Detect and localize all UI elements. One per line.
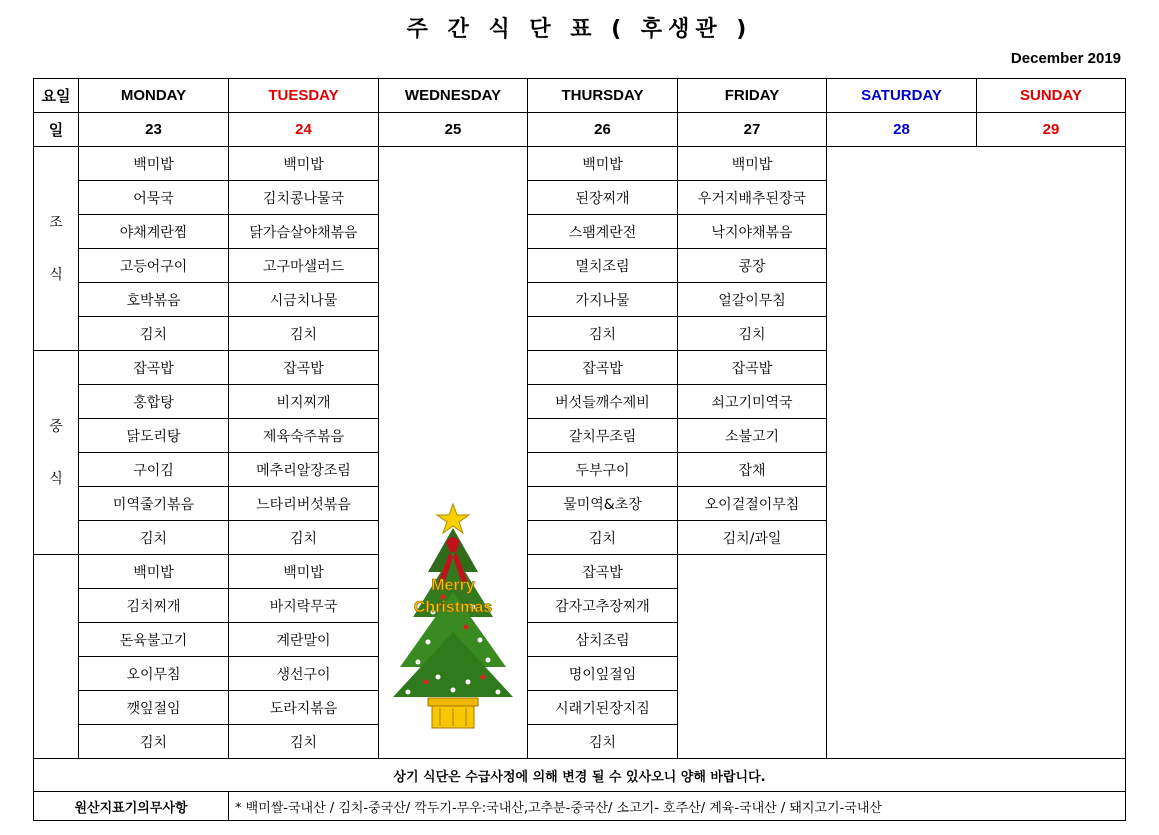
menu-cell: 닭가슴살야채볶음 [229, 215, 379, 249]
menu-cell: 김치찌개 [79, 589, 229, 623]
tree-text-christmas: Christmas [413, 599, 493, 616]
menu-cell: 백미밥 [229, 555, 379, 589]
menu-cell: 홍합탕 [79, 385, 229, 419]
menu-cell: 잡곡밥 [79, 351, 229, 385]
lunch-label: 중 식 [34, 351, 79, 555]
menu-cell: 잡곡밥 [528, 351, 678, 385]
tree-text-merry: Merry [431, 577, 475, 594]
menu-cell: 잡채 [678, 453, 827, 487]
menu-cell: 스팸계란전 [528, 215, 678, 249]
weekday-label: 요일 [34, 79, 79, 113]
header-thursday: THURSDAY [528, 79, 678, 113]
origin-label: 원산지표기의무사항 [34, 792, 229, 821]
menu-cell: 백미밥 [79, 555, 229, 589]
menu-cell: 김치 [528, 725, 678, 759]
date-sunday: 29 [977, 113, 1126, 147]
menu-cell: 시금치나물 [229, 283, 379, 317]
menu-cell: 김치 [79, 317, 229, 351]
menu-cell: 김치/과일 [678, 521, 827, 555]
weekday-header-row [34, 79, 1126, 113]
menu-cell: 호박볶음 [79, 283, 229, 317]
menu-cell: 김치 [229, 521, 379, 555]
menu-cell: 멸치조림 [528, 249, 678, 283]
menu-cell: 가지나물 [528, 283, 678, 317]
date-thursday: 26 [528, 113, 678, 147]
menu-cell: 구이김 [79, 453, 229, 487]
menu-cell: 김치 [678, 317, 827, 351]
date-label: December 2019 [1010, 50, 1121, 67]
menu-cell: 된장찌개 [528, 181, 678, 215]
menu-cell: 비지찌개 [229, 385, 379, 419]
menu-cell: 메추리알장조림 [229, 453, 379, 487]
menu-cell: 백미밥 [229, 147, 379, 181]
date-row [34, 113, 1126, 147]
dinner-label [34, 555, 79, 759]
menu-cell: 두부구이 [528, 453, 678, 487]
menu-cell: 고등어구이 [79, 249, 229, 283]
menu-cell: 생선구이 [229, 657, 379, 691]
menu-cell: 미역줄기볶음 [79, 487, 229, 521]
menu-cell: 백미밥 [79, 147, 229, 181]
menu-cell: 깻잎절임 [79, 691, 229, 725]
menu-cell: 백미밥 [528, 147, 678, 181]
header-friday: FRIDAY [678, 79, 827, 113]
menu-cell: 오이무침 [79, 657, 229, 691]
menu-cell: 잡곡밥 [528, 555, 678, 589]
menu-cell: 삼치조림 [528, 623, 678, 657]
menu-cell: 낙지야채볶음 [678, 215, 827, 249]
page-title: 주 간 식 단 표 ( 후생관 ) [406, 17, 753, 42]
header-tuesday: TUESDAY [229, 79, 379, 113]
menu-cell: 김치 [528, 317, 678, 351]
menu-cell: 김치콩나물국 [229, 181, 379, 215]
menu-cell: 잡곡밥 [229, 351, 379, 385]
header-monday: MONDAY [79, 79, 229, 113]
header-sunday: SUNDAY [977, 79, 1126, 113]
menu-cell: 야채계란찜 [79, 215, 229, 249]
menu-cell: 고구마샐러드 [229, 249, 379, 283]
menu-cell: 소불고기 [678, 419, 827, 453]
breakfast-label: 조 식 [34, 147, 79, 351]
header-wednesday: WEDNESDAY [379, 79, 528, 113]
menu-cell: 바지락무국 [229, 589, 379, 623]
date-friday: 27 [678, 113, 827, 147]
menu-cell: 갈치무조림 [528, 419, 678, 453]
menu-cell: 도라지볶음 [229, 691, 379, 725]
menu-cell: 계란말이 [229, 623, 379, 657]
date-wednesday: 25 [379, 113, 528, 147]
menu-cell: 김치 [229, 725, 379, 759]
menu-cell: 물미역&초장 [528, 487, 678, 521]
menu-cell: 오이겉절이무침 [678, 487, 827, 521]
friday-dinner-empty-cell [678, 555, 827, 759]
menu-cell: 김치 [79, 725, 229, 759]
menu-cell: 김치 [528, 521, 678, 555]
wednesday-holiday-cell [379, 147, 528, 759]
note-row [34, 759, 1126, 792]
menu-cell: 쇠고기미역국 [678, 385, 827, 419]
menu-cell: 어묵국 [79, 181, 229, 215]
menu-cell: 제육숙주볶음 [229, 419, 379, 453]
menu-cell: 김치 [79, 521, 229, 555]
date-saturday: 28 [827, 113, 977, 147]
menu-cell: 얼갈이무침 [678, 283, 827, 317]
weekend-empty-cell [827, 147, 1126, 759]
origin-text: * 백미쌀-국내산 / 김치-중국산/ 깍두기-무우:국내산,고추분-중국산/ 소고기- 호주산/ 계육-국내산 / 돼지고기-국내산 [229, 792, 1126, 821]
menu-cell: 우거지배추된장국 [678, 181, 827, 215]
menu-cell: 감자고추장찌개 [528, 589, 678, 623]
menu-cell: 백미밥 [678, 147, 827, 181]
date-row-label: 일 [34, 113, 79, 147]
date-monday: 23 [79, 113, 229, 147]
menu-cell: 시래기된장지짐 [528, 691, 678, 725]
origin-row [34, 792, 1126, 821]
date-tuesday: 24 [229, 113, 379, 147]
menu-cell: 돈육불고기 [79, 623, 229, 657]
menu-cell: 버섯들깨수제비 [528, 385, 678, 419]
menu-change-notice: 상기 식단은 수급사정에 의해 변경 될 수 있사오니 양해 바랍니다. [34, 759, 1126, 792]
menu-cell: 닭도리탕 [79, 419, 229, 453]
table-row [34, 147, 1126, 181]
menu-cell: 김치 [229, 317, 379, 351]
menu-table [33, 78, 1126, 821]
menu-cell: 콩장 [678, 249, 827, 283]
menu-cell: 명이잎절임 [528, 657, 678, 691]
header-saturday: SATURDAY [827, 79, 977, 113]
menu-cell: 느타리버섯볶음 [229, 487, 379, 521]
christmas-tree-image [388, 502, 518, 732]
menu-cell: 잡곡밥 [678, 351, 827, 385]
